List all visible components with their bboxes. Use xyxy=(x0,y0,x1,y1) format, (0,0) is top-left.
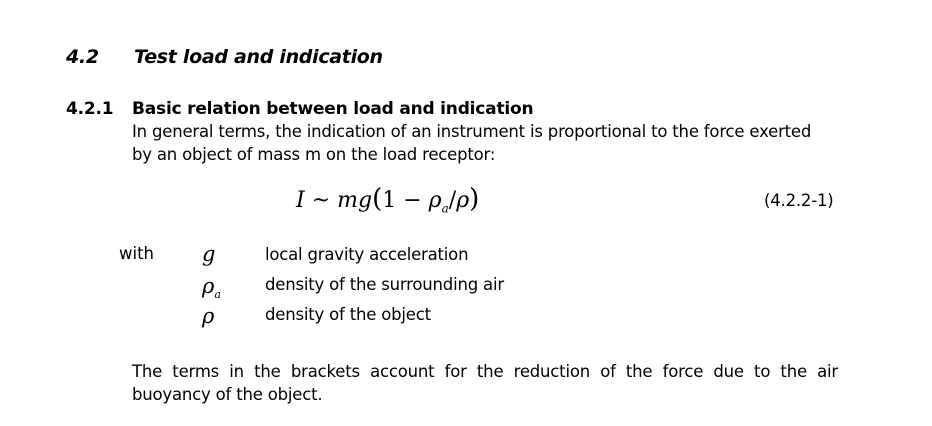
closing-paragraph xyxy=(132,360,838,406)
definition-text-g: local gravity acceleration xyxy=(265,245,469,264)
equation-one-minus: 1 − xyxy=(382,188,429,213)
definition-symbol-g xyxy=(202,242,215,266)
definition-text-rho-a: density of the surrounding air xyxy=(265,275,504,294)
intro-paragraph xyxy=(132,120,842,166)
equation xyxy=(296,184,479,215)
equation-rho: ρ xyxy=(456,188,470,213)
symbol-text: ρ xyxy=(202,274,215,298)
equation-slash: / xyxy=(448,188,457,213)
equation-lhs: I xyxy=(296,188,305,213)
definition-text-rho: density of the object xyxy=(265,305,431,324)
equation-number: (4.2.2-1) xyxy=(764,191,834,210)
equation-close-paren: ) xyxy=(469,184,480,214)
with-label: with xyxy=(119,244,155,263)
equation-open-paren: ( xyxy=(372,184,383,214)
symbol-subscript: a xyxy=(214,288,221,302)
section-number: 4.2 xyxy=(66,46,99,68)
subsection-number: 4.2.1 xyxy=(66,99,114,119)
closing-line-1: The terms in the brackets account for the reduction of the force due to the air xyxy=(132,362,838,381)
equation-rho-a: ρ xyxy=(428,188,442,213)
definition-symbol-rho-a xyxy=(202,274,221,301)
intro-line-1: In general terms, the indication of an instrument is proportional to the force exerted xyxy=(132,122,812,141)
equation-rho-a-subscript: a xyxy=(441,201,449,216)
subsection-title: Basic relation between load and indication xyxy=(132,99,534,119)
symbol-text: g xyxy=(202,242,216,266)
intro-line-2: by an object of mass m on the load receptor: xyxy=(132,145,496,164)
definition-symbol-rho xyxy=(202,304,214,328)
closing-line-2: buoyancy of the object. xyxy=(132,385,323,404)
section-title: Test load and indication xyxy=(134,46,383,68)
equation-tilde: ~ xyxy=(311,188,331,213)
symbol-text: ρ xyxy=(202,304,215,328)
equation-mg: mg xyxy=(337,188,373,213)
